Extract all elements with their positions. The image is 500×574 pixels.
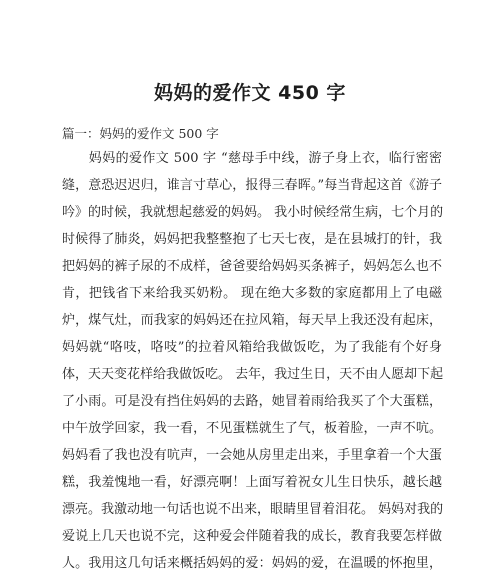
body-line: 中午放学回家，我一看，不见蛋糕就生了气，板着脸，一声不吭。 <box>62 421 442 436</box>
body-line: 体，天天变花样给我做饭吃。 去年，我过生日，天不由人愿却下起 <box>62 367 444 382</box>
body-line: 妈妈看了我也没有吭声，一会她从房里走出来，手里拿着一个大蛋 <box>62 448 442 463</box>
body-line: 妈妈的爱作文 500 字 “慈母手中线，游子身上衣，临行密密 <box>62 151 442 166</box>
section-heading: 篇一：妈妈的爱作文 500 字 <box>62 126 219 141</box>
body-line: 人。我用这几句话来概括妈妈的爱：妈妈的爱，在温暖的怀抱里， <box>62 556 442 571</box>
body-line: 吟》的时候，我就想起慈爱的妈妈。 我小时候经常生病，七个月的 <box>62 205 444 220</box>
body-line: 妈妈就“咯吱，咯吱”的拉着风箱给我做饭吃，为了我能有个好身 <box>62 340 442 355</box>
body-line: 炉，煤气灶，而我家的妈妈还在拉风箱，每天早上我还没有起床， <box>62 313 442 328</box>
body-line: 糕，我羞愧地一看，好漂亮啊！上面写着祝女儿生日快乐，越长越 <box>62 475 442 490</box>
body-line: 肯，把钱省下来给我买奶粉。 现在绝大多数的家庭都用上了电磁 <box>62 286 442 301</box>
body-line: 了小雨。可是没有挡住妈妈的去路，她冒着雨给我买了个大蛋糕， <box>62 394 442 409</box>
document-title: 妈妈的爱作文 450 字 <box>154 82 346 104</box>
body-line: 把妈妈的裤子尿的不成样，爸爸要给妈妈买条裤子，妈妈怎么也不 <box>62 259 442 274</box>
body-line: 缝，意恐迟迟归，谁言寸草心，报得三春晖。”每当背起这首《游子 <box>62 178 442 193</box>
body-line: 时候得了肺炎，妈妈把我整整抱了七天七夜，是在县城打的针，我 <box>62 232 442 247</box>
body-line: 漂亮。我激动地一句话也说不出来，眼睛里冒着泪花。 妈妈对我的 <box>62 502 444 517</box>
body-line: 爱说上几天也说不完，这种爱会伴随着我的成长，教育我要怎样做 <box>62 529 442 544</box>
